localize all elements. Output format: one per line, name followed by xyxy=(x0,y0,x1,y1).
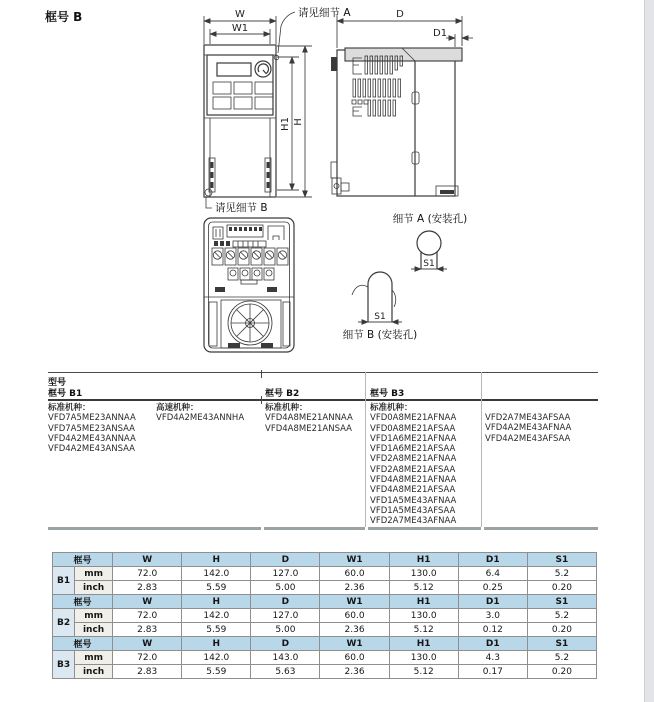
model-table-header-rule xyxy=(48,399,598,401)
rear-tab-top xyxy=(331,57,337,71)
model-column-b1-highspeed: 高速机种： VFD4A2ME43ANNHA xyxy=(156,403,245,424)
model-number: VFD4A2ME43ANNHA xyxy=(156,413,245,424)
model-number: VFD0A8ME21AFNAA xyxy=(370,413,457,424)
header-row-b3: 框号 W H D W1 H1 D1 S1 xyxy=(53,637,597,651)
model-column-b2-standard: 标准机种： VFD4A8ME21ANNAA VFD4A8ME21ANSAA xyxy=(265,403,353,434)
keypad-buttons xyxy=(213,82,273,109)
model-number: VFD2A7ME43AFNAA xyxy=(370,516,457,527)
dimension-table xyxy=(52,552,597,679)
model-table-title: 型号 xyxy=(48,378,67,388)
keypad-display xyxy=(217,63,251,76)
column-divider xyxy=(365,372,366,529)
section-end-bar xyxy=(48,527,598,530)
dimension-table-grid xyxy=(52,552,597,679)
rear-tab-bottom xyxy=(331,162,337,178)
cooling-fan xyxy=(209,300,290,348)
model-table-top-rule xyxy=(48,372,598,373)
model-number: VFD4A8ME21ANNAA xyxy=(265,413,353,424)
model-number: VFD2A7ME43AFSAA xyxy=(485,413,571,423)
dim-label-w: W xyxy=(235,9,245,20)
front-view xyxy=(204,6,351,214)
detail-b-leader xyxy=(206,197,212,208)
detail-a-hole xyxy=(417,231,441,255)
side-rails xyxy=(209,158,271,192)
model-column-b3-standard: 标准机种： VFD0A8ME21AFNAA VFD0A8ME21AFSAA VFD1A6ME21AFNAA VFD1A6ME21AFSAA VFD2A8ME21AFNAA VFD2A8ME21AFSAA VFD4A8ME21AFNAA VFD4A8ME21AFSAA VFD1A5ME43AFNAA VFD1A5ME43AFSAA VFD2A7ME43AFNAA xyxy=(370,403,457,527)
model-number: VFD2A8ME21AFNAA xyxy=(370,454,457,465)
model-number: VFD1A6ME21AFNAA xyxy=(370,433,457,444)
model-number: VFD4A2ME43AFSAA xyxy=(485,433,571,444)
dim-label-s1-a: S1 xyxy=(423,259,435,269)
see-detail-a-label: 请见细节 A xyxy=(298,7,351,19)
model-table xyxy=(48,370,598,540)
model-number: VFD4A2ME43ANNAA xyxy=(48,433,136,444)
model-number: VFD4A8ME21ANSAA xyxy=(265,423,352,434)
row-b1-mm: B1 mm 72.0 142.0 127.0 60.0 130.0 6.4 5.2 xyxy=(53,567,597,581)
dim-label-h: H xyxy=(293,118,304,126)
dim-label-s1-b: S1 xyxy=(374,312,386,322)
model-column-b1-standard: 标准机种： VFD7A5ME23ANNAA VFD7A5ME23ANSAA VFD4A2ME43ANNAA VFD4A2ME43ANSAA xyxy=(48,403,136,455)
rj45-port xyxy=(268,226,284,240)
see-detail-b-label: 请见细节 B xyxy=(215,202,268,214)
rear-latch xyxy=(332,178,349,194)
detail-a-leader xyxy=(278,12,295,53)
model-number: VFD1A5ME43AFSAA xyxy=(370,505,456,516)
frame-label-b2: 框号 B2 xyxy=(265,389,300,399)
bottom-view xyxy=(204,218,294,352)
model-number: VFD7A5ME23ANSAA xyxy=(48,423,135,434)
clip-left xyxy=(215,287,225,292)
mounting-hole-bottom xyxy=(205,189,212,196)
frame-label-b3: 框号 B3 xyxy=(370,389,405,399)
dim-label-h1: H1 xyxy=(280,117,291,131)
detail-a-caption: 细节 A (安装孔) xyxy=(392,213,468,225)
model-number: VFD1A6ME21AFSAA xyxy=(370,444,456,455)
header-row-b2: 框号 W H D W1 H1 D1 S1 xyxy=(53,595,597,609)
model-number: VFD4A8ME21AFSAA xyxy=(370,485,456,496)
output-terminals xyxy=(228,268,274,284)
row-b1-inch: inch 2.83 5.59 5.00 2.36 5.12 0.25 0.20 xyxy=(53,581,597,595)
model-number: VFD1A5ME43AFNAA xyxy=(370,495,457,506)
row-b3-inch: inch 2.83 5.59 5.63 2.36 5.12 0.17 0.20 xyxy=(53,665,597,679)
model-number: VFD7A5ME23ANNAA xyxy=(48,413,136,424)
header-row-b1: 框号 W H D W1 H1 D1 S1 xyxy=(53,553,597,567)
dim-label-d1: D1 xyxy=(433,28,448,39)
model-number: VFD4A2ME43AFNAA xyxy=(485,423,572,434)
side-view xyxy=(331,9,473,196)
model-number: VFD0A8ME21AFSAA xyxy=(370,423,456,434)
row-b2-inch: inch 2.83 5.59 5.00 2.36 5.12 0.12 0.20 xyxy=(53,623,597,637)
model-number: VFD4A8ME21AFNAA xyxy=(370,475,457,486)
page-title: 框号 B xyxy=(45,10,83,24)
vent-slots xyxy=(352,56,403,116)
row-b2-mm: B2 mm 72.0 142.0 127.0 60.0 130.0 3.0 5.2 xyxy=(53,609,597,623)
model-number: VFD4A2ME43ANSAA xyxy=(48,444,135,455)
detail-a xyxy=(393,212,468,269)
column-divider xyxy=(481,372,482,529)
model-column-b3-standard-2 xyxy=(485,413,571,444)
dim-label-w1: W1 xyxy=(231,23,249,34)
frame-label-b1: 框号 B1 xyxy=(48,389,83,399)
clip-right xyxy=(267,287,277,292)
model-number: VFD2A8ME21AFSAA xyxy=(370,464,456,475)
power-terminals xyxy=(212,248,288,265)
control-terminals xyxy=(213,225,284,247)
keypad-knob xyxy=(255,61,271,77)
detail-b xyxy=(343,272,418,341)
detail-b-caption: 细节 B (安装孔) xyxy=(342,329,418,341)
row-b3-mm: B3 mm 72.0 142.0 143.0 60.0 130.0 4.3 5.2 xyxy=(53,651,597,665)
dim-label-d: D xyxy=(396,9,404,20)
